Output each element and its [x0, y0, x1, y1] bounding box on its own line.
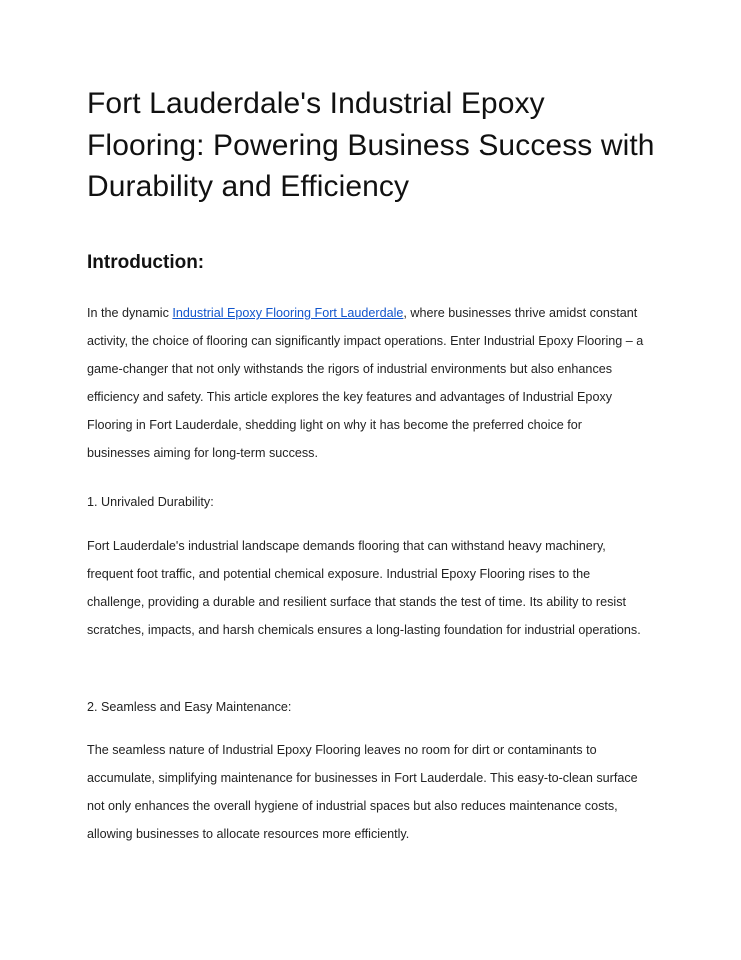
- industrial-epoxy-flooring-link[interactable]: Industrial Epoxy Flooring Fort Lauderdale: [172, 306, 404, 320]
- section-body-durability: Fort Lauderdale's industrial landscape demands flooring that can withstand heavy machinery, frequent foot traffic, and potential chemical exposure. Industrial Epoxy Flooring rises to the challenge, providing a durable and resilient surface that stands the test of time. Its ability to resist scratches, impacts, and harsh chemicals ensures a long-lasting foundation for industrial operations.: [87, 539, 641, 637]
- introduction-paragraph: [87, 300, 647, 467]
- document-title: Fort Lauderdale's Industrial Epoxy Flooring: Powering Business Success with Durability and Efficiency: [87, 87, 655, 203]
- section-body-maintenance: The seamless nature of Industrial Epoxy Flooring leaves no room for dirt or contaminants to accumulate, simplifying maintenance for businesses in Fort Lauderdale. This easy-to-clean surface not only enhances the overall hygiene of industrial spaces but also reduces maintenance costs, allowing businesses to allocate resources more efficiently.: [87, 743, 638, 841]
- introduction-heading: Introduction:: [87, 252, 205, 273]
- section-heading-maintenance: 2. Seamless and Easy Maintenance:: [87, 700, 292, 714]
- intro-text-before-link: In the dynamic: [87, 306, 173, 320]
- section-heading-durability: 1. Unrivaled Durability:: [87, 495, 214, 509]
- intro-text-after-link: , where businesses thrive amidst constant activity, the choice of flooring can significantly impact operations. Enter Industrial Epoxy Flooring – a game-changer that not only withstands the rigors of industrial environments but also enhances efficiency and safety. This article explores the key features and advantages of Industrial Epoxy Flooring in Fort Lauderdale, shedding light on why it has become the preferred choice for businesses aiming for long-term success.: [87, 306, 644, 460]
